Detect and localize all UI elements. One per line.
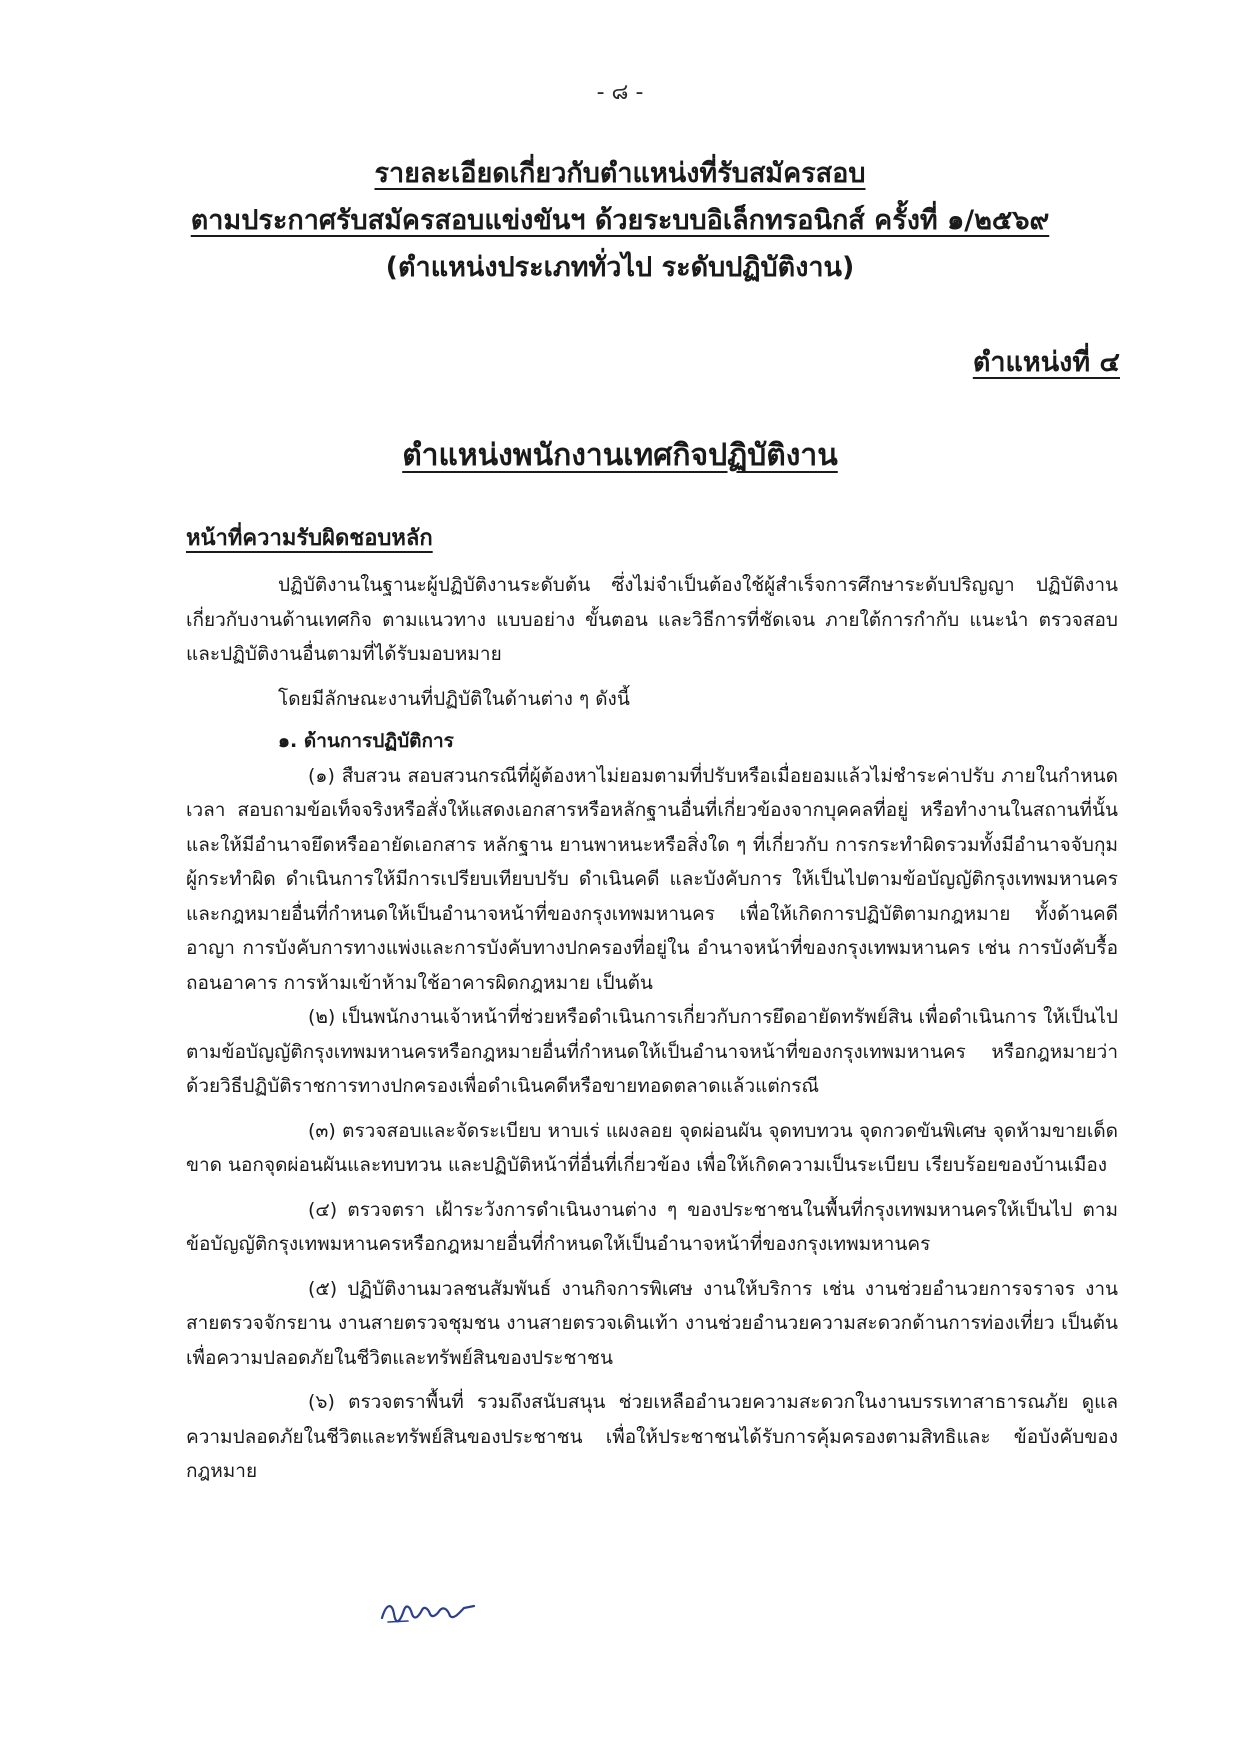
position-number: ตำแหน่งที่ ๔	[972, 347, 1120, 378]
duty-item-6: (๖) ตรวจตราพื้นที่ รวมถึงสนับสนุน ช่วยเหลืออำนวยความสะดวกในงานบรรเทาสาธารณภัย ดูแลความปลอดภัยในชีวิตและทรัพย์สินของประชาชน เพื่อให้ประชาชนได้รับการคุ้มครองตามสิทธิและ ข้อบังคับของกฎหมาย	[186, 1391, 1118, 1482]
page-number: - ๘ -	[596, 80, 644, 105]
handwritten-signature	[378, 1596, 478, 1626]
duty-item-2: (๒) เป็นพนักงานเจ้าหน้าที่ช่วยหรือดำเนินการเกี่ยวกับการยึดอายัดทรัพย์สิน เพื่อดำเนินการ ให้เป็นไปตามข้อบัญญัติกรุงเทพมหานครหรือกฎหมายอื่นที่กำหนดให้เป็นอำนาจหน้าที่ของกรุงเทพมหานคร หรือกฎหมายว่าด้วยวิธีปฏิบัติราชการทางปกครองเพื่อดำเนินคดีหรือขายทอดตลาดแล้วแต่กรณี	[186, 1006, 1118, 1097]
duty-item-5: (๕) ปฏิบัติงานมวลชนสัมพันธ์ งานกิจการพิเศษ งานให้บริการ เช่น งานช่วยอำนวยการจราจร งานสายตรวจจักรยาน งานสายตรวจชุมชน งานสายตรวจเดินเท้า งานช่วยอำนวยความสะดวกด้านการท่องเที่ยว เป็นต้น เพื่อความปลอดภัยในชีวิตและทรัพย์สินของประชาชน	[186, 1277, 1118, 1369]
document-body	[186, 568, 1118, 1489]
section-heading: หน้าที่ความรับผิดชอบหลัก	[186, 526, 433, 551]
intro-paragraph: ปฏิบัติงานในฐานะผู้ปฏิบัติงานระดับต้น ซึ่งไม่จำเป็นต้องใช้ผู้สำเร็จการศึกษาระดับปริญญา ปฏิบัติงานเกี่ยวกับงานด้านเทศกิจ ตามแนวทาง แบบอย่าง ขั้นตอน และวิธีการที่ชัดเจน ภายใต้การกำกับ แนะนำ ตรวจสอบ และปฏิบัติงานอื่นตามที่ได้รับมอบหมาย	[186, 574, 1118, 665]
title-line-3: (ตำแหน่งประเภททั่วไป ระดับปฏิบัติงาน)	[385, 252, 855, 283]
duty-item-1: (๑) สืบสวน สอบสวนกรณีที่ผู้ต้องหาไม่ยอมตามที่ปรับหรือเมื่อยอมแล้วไม่ชำระค่าปรับ ภายในกำหนดเวลา สอบถามข้อเท็จจริงหรือสั่งให้แสดงเอกสารหรือหลักฐานอื่นที่เกี่ยวข้องจากบุคคลที่อยู่ หรือทำงานในสถานที่นั้น และให้มีอำนาจยึดหรืออายัดเอกสาร หลักฐาน ยานพาหนะหรือสิ่งใด ๆ ที่เกี่ยวกับ การกระทำผิดรวมทั้งมีอำนาจจับกุมผู้กระทำผิด ดำเนินการให้มีการเปรียบเทียบปรับ ดำเนินคดี และบังคับการ ให้เป็นไปตามข้อบัญญัติกรุงเทพมหานคร และกฎหมายอื่นที่กำหนดให้เป็นอำนาจหน้าที่ของกรุงเทพมหานคร เพื่อให้เกิดการปฏิบัติตามกฎหมาย ทั้งด้านคดีอาญา การบังคับการทางแพ่งและการบังคับทางปกครองที่อยู่ใน อำนาจหน้าที่ของกรุงเทพมหานคร เช่น การบังคับรื้อถอนอาคาร การห้ามเข้าห้ามใช้อาคารผิดกฎหมาย เป็นต้น	[186, 764, 1118, 994]
title-line-1: รายละเอียดเกี่ยวกับตำแหน่งที่รับสมัครสอบ	[374, 158, 866, 189]
duty-item-3: (๓) ตรวจสอบและจัดระเบียบ หาบเร่ แผงลอย จุดผ่อนผัน จุดทบทวน จุดกวดขันพิเศษ จุดห้ามขายเด็ดขาด นอกจุดผ่อนผันและทบทวน และปฏิบัติหน้าที่อื่นที่เกี่ยวข้อง เพื่อให้เกิดความเป็นระเบียบ เรียบร้อยของบ้านเมือง	[186, 1119, 1118, 1176]
operations-subheading: ๑. ด้านการปฏิบัติการ	[278, 730, 454, 752]
position-title: ตำแหน่งพนักงานเทศกิจปฏิบัติงาน	[402, 438, 838, 473]
characteristics-paragraph: โดยมีลักษณะงานที่ปฏิบัติในด้านต่าง ๆ ดังนี้	[278, 687, 630, 710]
document-title-block	[0, 150, 1240, 291]
title-line-2: ตามประกาศรับสมัครสอบแข่งขันฯ ด้วยระบบอิเล็กทรอนิกส์ ครั้งที่ ๑/๒๕๖๙	[190, 205, 1050, 236]
duty-item-4: (๔) ตรวจตรา เฝ้าระวังการดำเนินงานต่าง ๆ ของประชาชนในพื้นที่กรุงเทพมหานครให้เป็นไป ตามข้อบัญญัติกรุงเทพมหานครหรือกฎหมายอื่นที่กำหนดให้เป็นอำนาจหน้าที่ของกรุงเทพมหานคร	[186, 1198, 1118, 1255]
